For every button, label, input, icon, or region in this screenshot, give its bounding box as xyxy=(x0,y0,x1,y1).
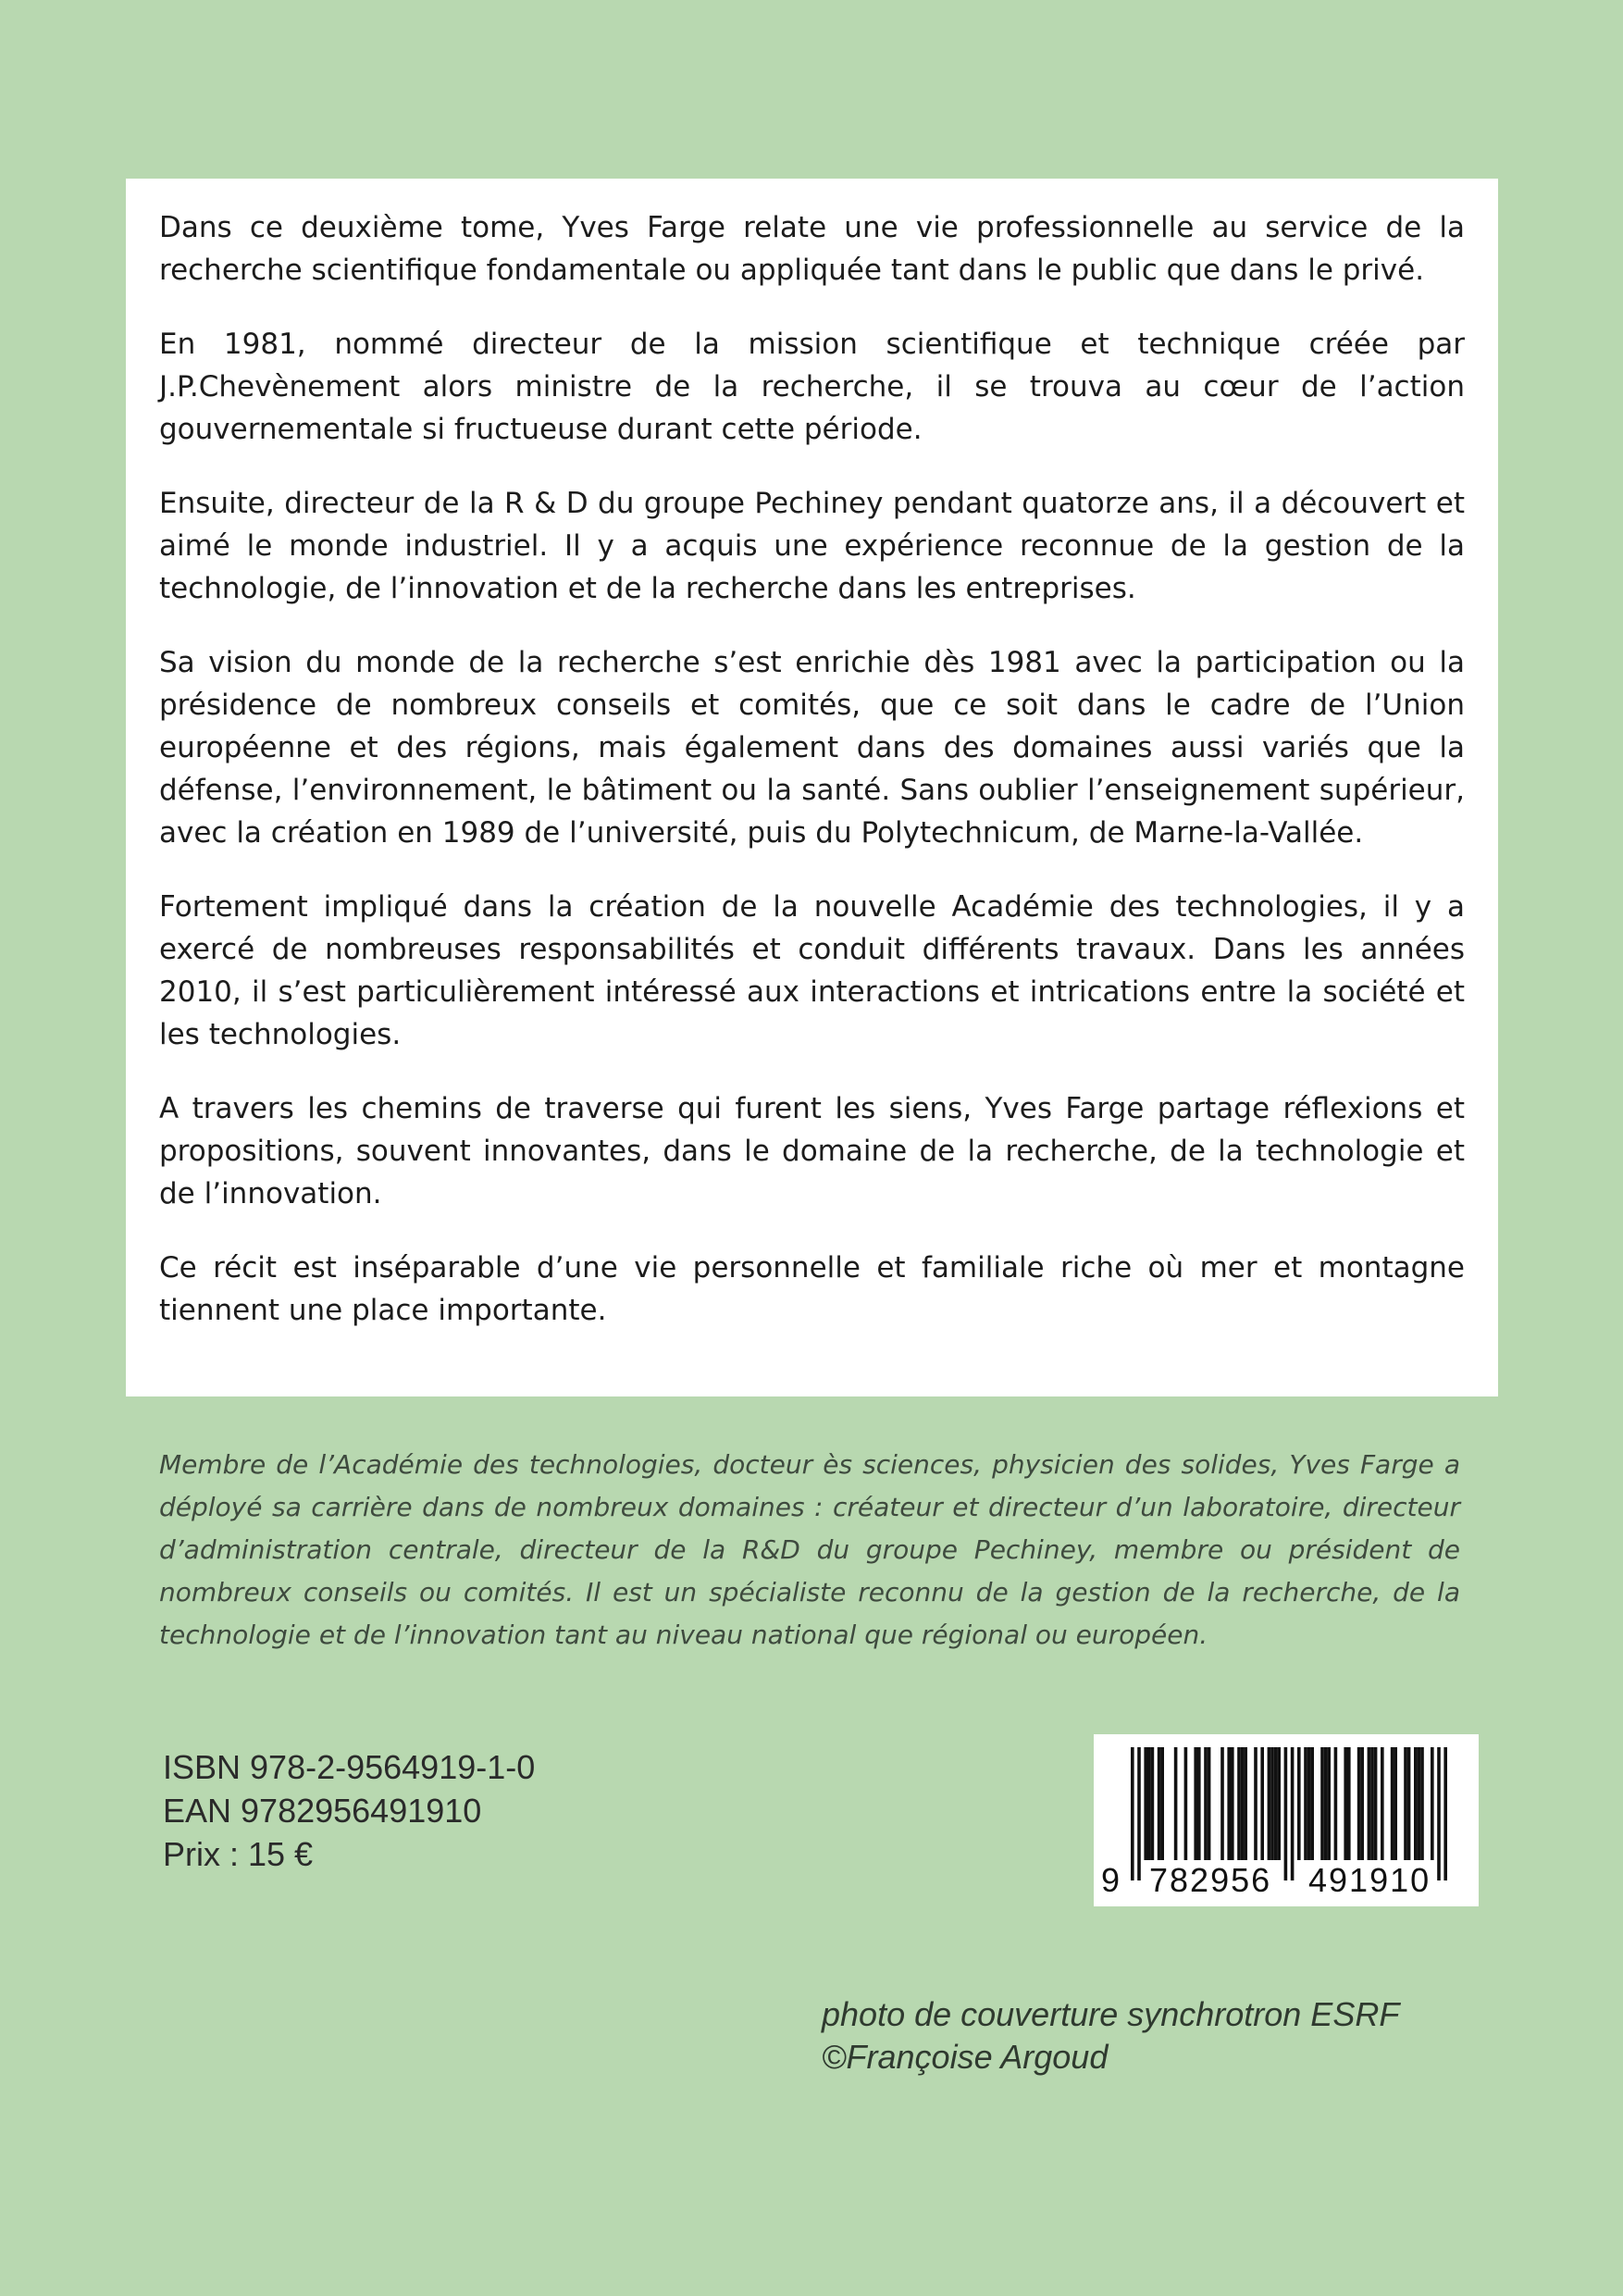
barcode-bar xyxy=(1360,1747,1364,1860)
barcode-bar xyxy=(1327,1747,1331,1860)
photo-credit xyxy=(822,1993,1399,2079)
barcode-bar xyxy=(1231,1747,1234,1860)
barcode-bar xyxy=(1344,1747,1347,1860)
barcode-bar xyxy=(1357,1747,1361,1860)
barcode-bar xyxy=(1227,1747,1231,1860)
barcode-bar xyxy=(1174,1747,1178,1860)
barcode-bar xyxy=(1137,1747,1141,1880)
barcode-bar xyxy=(1420,1747,1424,1860)
barcode-bar xyxy=(1394,1747,1397,1860)
barcode-bar xyxy=(1407,1747,1411,1860)
barcode-bar xyxy=(1197,1747,1201,1860)
barcode-bar xyxy=(1254,1747,1258,1860)
barcode-bar xyxy=(1431,1747,1434,1860)
barcode-bar xyxy=(1241,1747,1245,1860)
paragraph-mission: En 1981, nommé directeur de la mission scientifique et technique créée par J.P.Chevènement alors ministre de la recherche, il se trouva au cœur de l’action gouvernementale si fructueuse durant cette période. xyxy=(159,328,1465,446)
paragraph-intro: Dans ce deuxième tome, Yves Farge relate une vie professionnelle au service de la recherche scientifique fondamentale ou appliquée tant dans le public que dans le privé. xyxy=(159,211,1465,287)
barcode-bar xyxy=(1370,1747,1374,1860)
barcode-bar xyxy=(1284,1747,1288,1880)
barcode-bar xyxy=(1334,1747,1338,1860)
barcode-bar xyxy=(1131,1747,1134,1880)
barcode-left-digits: 782956 xyxy=(1149,1861,1272,1899)
barcode-first-digit: 9 xyxy=(1101,1861,1121,1899)
barcode-bar xyxy=(1147,1747,1151,1860)
barcode-bar xyxy=(1414,1747,1418,1860)
paragraph-chemins: A travers les chemins de traverse qui furent les siens, Yves Farge partage réflexions et propositions, souvent innovantes, dans le domaine de la recherche, de la technologie et de l’innovation. xyxy=(159,1092,1465,1210)
barcode-bar xyxy=(1443,1747,1447,1880)
barcode-bar xyxy=(1347,1747,1351,1860)
barcode-bar xyxy=(1270,1747,1274,1860)
barcode-bar xyxy=(1310,1747,1314,1860)
back-cover-text-panel xyxy=(126,179,1498,1396)
barcode-bar xyxy=(1277,1747,1281,1860)
barcode-bar xyxy=(1320,1747,1324,1860)
barcode-bar xyxy=(1260,1747,1264,1860)
barcode-bar xyxy=(1307,1747,1311,1860)
barcode-bar xyxy=(1208,1747,1211,1860)
isbn-line: ISBN 978-2-9564919-1-0 xyxy=(163,1748,536,1786)
barcode-bar xyxy=(1304,1747,1307,1860)
price-line: Prix : 15 € xyxy=(163,1835,314,1873)
barcode-bar xyxy=(1194,1747,1197,1860)
publication-info xyxy=(163,1745,535,1876)
author-bio: Membre de l’Académie des technologies, docteur ès sciences, physicien des solides, Yves Farge a déployé sa carrière dans de nombreux domaines : créateur et directeur d’un laboratoire, directeur d’administration centrale, directeur de la R&D du groupe Pechiney, membre ou président de nombreux conseils ou comités. Il est un spécialiste reconnu de la gestion de la recherche, de la technologie et de l’innovation tant au niveau national que régional ou européen. xyxy=(159,1449,1460,1650)
paragraph-pechiney: Ensuite, directeur de la R & D du groupe Pechiney pendant quatorze ans, il a découvert et aimé le monde industriel. Il y a acquis une expérience reconnue de la gestion de la technologie, de l’innovation et de la recherche dans les entreprises. xyxy=(159,487,1465,605)
barcode-bar xyxy=(1220,1747,1224,1860)
paragraph-recit: Ce récit est inséparable d’une vie personnelle et familiale riche où mer et montagne tiennent une place importante. xyxy=(159,1251,1465,1327)
barcode-bar xyxy=(1160,1747,1164,1860)
ean-line: EAN 9782956491910 xyxy=(163,1792,482,1830)
photo-credit-line-2: ©Françoise Argoud xyxy=(822,2038,1109,2076)
barcode-bar xyxy=(1268,1747,1271,1860)
photo-credit-line-1: photo de couverture synchrotron ESRF xyxy=(822,1995,1400,2033)
barcode-bar xyxy=(1374,1747,1378,1860)
barcode-bar xyxy=(1151,1747,1155,1860)
barcode-bar xyxy=(1391,1747,1394,1860)
barcode-bar xyxy=(1418,1747,1421,1860)
barcode-bar xyxy=(1274,1747,1278,1860)
barcode-bar xyxy=(1144,1747,1147,1860)
barcode-bar xyxy=(1244,1747,1247,1860)
barcode-bar xyxy=(1237,1747,1241,1860)
barcode-bar xyxy=(1297,1747,1301,1860)
barcode-bar xyxy=(1291,1747,1295,1880)
barcode-right-digits: 491910 xyxy=(1308,1861,1431,1899)
barcode-bar xyxy=(1368,1747,1371,1860)
barcode-bar xyxy=(1184,1747,1188,1860)
barcode xyxy=(1094,1734,1479,1906)
barcode-bar xyxy=(1158,1747,1161,1860)
paragraph-vision: Sa vision du monde de la recherche s’est enrichie dès 1981 avec la participation ou la présidence de nombreux conseils et comités, que ce soit dans le cadre de l’Union européenne et des régions, mais également dans des domaines aussi variés que la défense, l’environnement, le bâtiment ou la santé. Sans oublier l’enseignement supérieur, avec la création en 1989 de l’université, puis du Polytechnicum, de Marne-la-Vallée. xyxy=(159,646,1465,850)
paragraph-academie: Fortement impliqué dans la création de la nouvelle Académie des technologies, il y a exercé de nombreuses responsabilités et conduit différents travaux. Dans les années 2010, il s’est particulièrement intéressé aux interactions et intrications entre la société et les technologies. xyxy=(159,890,1465,1051)
barcode-bar xyxy=(1404,1747,1407,1860)
barcode-bar xyxy=(1324,1747,1328,1860)
barcode-bar xyxy=(1381,1747,1384,1860)
barcode-bar xyxy=(1204,1747,1208,1860)
barcode-bar xyxy=(1437,1747,1441,1880)
